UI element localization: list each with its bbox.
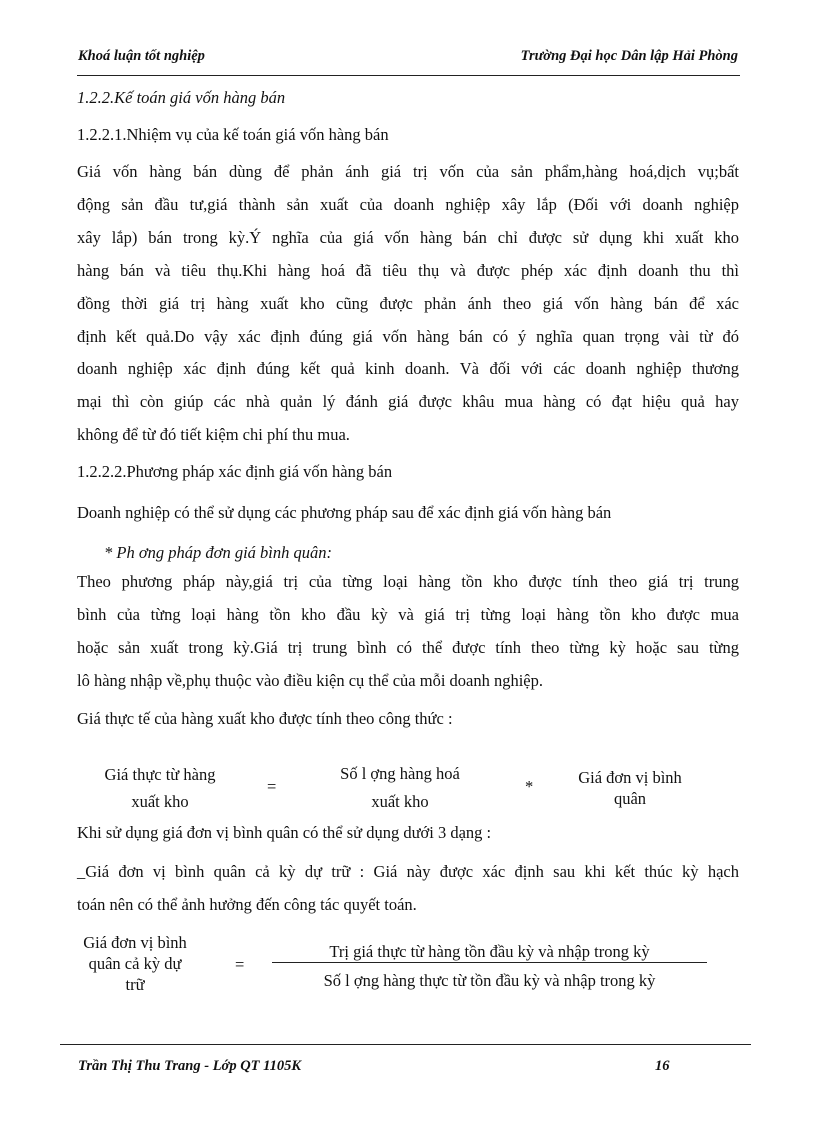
formula1-equals: =	[267, 777, 277, 796]
subsection-heading-1: 1.2.2.1.Nhiệm vụ của kế toán giá vốn hàng bán	[77, 125, 389, 144]
formula2-numerator: Trị giá thực từ hàng tồn đầu kỳ và nhập trong kỳ	[329, 942, 650, 961]
para1-line: động sản đầu tư,giá thành sản xuất của doanh nghiệp xây lắp (Đối với doanh nghiệp	[77, 195, 739, 214]
para4-line: toán nên có thể ảnh hưởng đến công tác quyết toán.	[77, 895, 417, 914]
formula2-denominator: Số l ợng hàng thực từ tồn đầu kỳ và nhập trong kỳ	[323, 971, 656, 990]
formula1-multiply: *	[525, 777, 534, 796]
footer-rule	[60, 1044, 751, 1045]
formula1-left-line2: xuất kho	[131, 792, 189, 811]
fraction-bar	[272, 962, 707, 963]
para3-line: lô hàng nhập về,phụ thuộc vào điều kiện cụ thể của mỗi doanh nghiệp.	[77, 671, 544, 690]
header-rule	[77, 75, 740, 76]
para1-line: Giá vốn hàng bán dùng để phản ánh giá trị vốn của sản phẩm,hàng hoá,dịch vụ;bất	[77, 162, 739, 181]
para1-line: mại thì còn giúp các nhà quản lý đánh giá được khâu mua hàng có đạt hiệu quả hay	[77, 392, 739, 411]
para2: Doanh nghiệp có thể sử dụng các phương pháp sau để xác định giá vốn hàng bán	[77, 503, 612, 522]
para3-line: Theo phương pháp này,giá trị của từng loại hàng tồn kho được tính theo giá trị trung	[77, 572, 739, 591]
formula1-right-line1: Giá đơn vị bình	[578, 768, 682, 787]
formula2-left-line3: trữ	[125, 975, 145, 994]
subsection-heading-2: 1.2.2.2.Phương pháp xác định giá vốn hàng bán	[77, 462, 393, 481]
footer-author: Trần Thị Thu Trang - Lớp QT 1105K	[78, 1058, 302, 1074]
formula2-equals: =	[235, 955, 245, 974]
formula2-left-line2: quân cả kỳ dự	[88, 954, 182, 973]
para1-line: hàng bán và tiêu thụ.Khi hàng hoá đã tiêu thụ và được phép xác định doanh thu thì	[77, 261, 739, 280]
para1-line: doanh nghiệp xác định đúng kết quả kinh doanh. Và đối với các doanh nghiệp thương	[77, 359, 739, 378]
formula1-right-line2: quân	[613, 789, 647, 808]
para3-line: bình của từng loại hàng tồn kho đầu kỳ và giá trị từng loại hàng tồn kho được mua	[77, 605, 739, 624]
para3-line: hoặc sản xuất trong kỳ.Giá trị trung bình có thể được tính theo từng kỳ hoặc sau từng	[77, 638, 739, 657]
header-left: Khoá luận tốt nghiệp	[78, 48, 205, 64]
para1-line: đồng thời giá trị hàng xuất kho cũng được phản ánh theo giá vốn hàng bán để xác	[77, 294, 739, 313]
section-heading: 1.2.2.Kế toán giá vốn hàng bán	[77, 88, 286, 107]
para4-line: _Giá đơn vị bình quân cả kỳ dự trữ : Giá này được xác định sau khi kết thúc kỳ hạch	[77, 862, 739, 881]
para1-line: định kết quả.Do vậy xác định đúng giá vốn hàng bán có ý nghĩa quan trọng vài từ đó	[77, 327, 739, 346]
formula1-middle-line2: xuất kho	[371, 792, 429, 811]
para1-line: xây lắp) bán trong kỳ.Ý nghĩa của giá vốn hàng bán chỉ được sử dụng khi xuất kho	[77, 228, 739, 247]
para1-line: không để từ đó tiết kiệm chi phí thu mua.	[77, 425, 350, 444]
usage-text: Khi sử dụng giá đơn vị bình quân có thể sử dụng dưới 3 dạng :	[77, 823, 492, 842]
formula1-middle-line1: Số l ợng hàng hoá	[340, 764, 460, 783]
method-title: * Ph ơng pháp đơn giá bình quân:	[104, 543, 332, 562]
formula2-left-line1: Giá đơn vị bình	[83, 933, 187, 952]
formula1-left-line1: Giá thực từ hàng	[104, 765, 216, 784]
page-number: 16	[655, 1058, 670, 1074]
formula-intro: Giá thực tế của hàng xuất kho được tính theo công thức :	[77, 709, 453, 728]
header-right: Trường Đại học Dân lập Hải Phòng	[520, 48, 738, 64]
